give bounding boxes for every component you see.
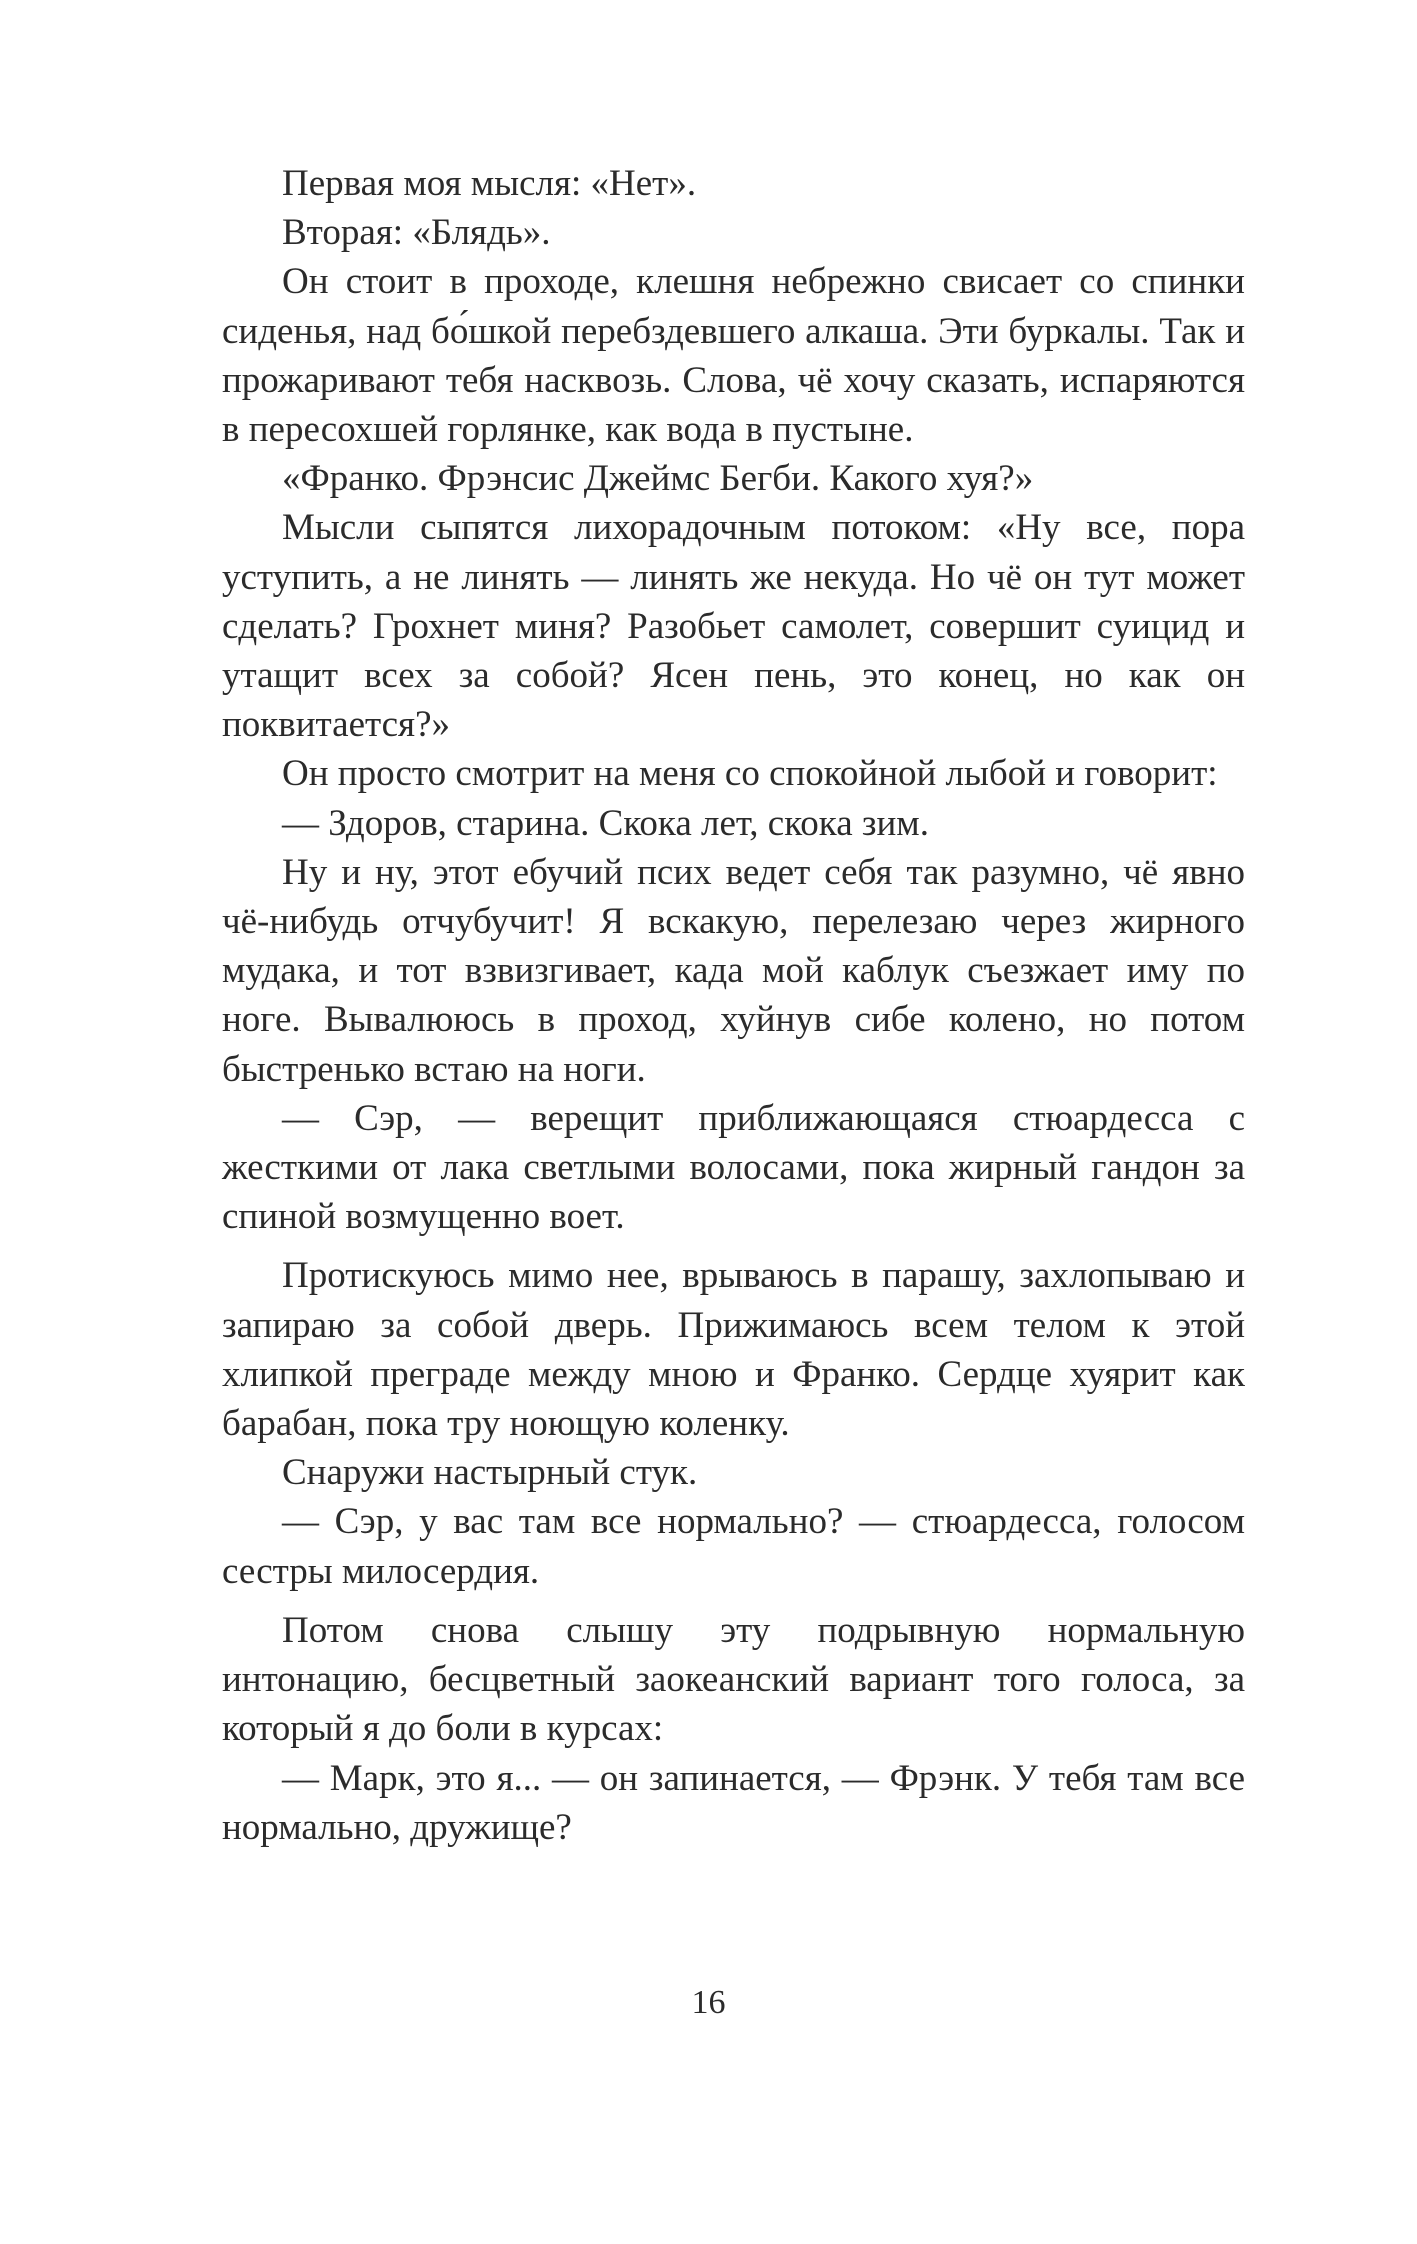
- page-number: 16: [691, 1984, 726, 2021]
- paragraph-14: — Марк, это я... — он запинается, — Фрэнк. У тебя там все нормально, дружище?: [222, 1757, 1245, 1848]
- paragraph-1: Первая моя мысля: «Нет».: [282, 163, 697, 204]
- paragraph-5: Мысли сыпятся лихорадочным потоком: «Ну все, пора уступить, а не линять — линять же некуда. Но чё он тут может сделать? Грохнет миня? Разобьет самолет, совершит суицид и утащит всех за собой? Ясен пень, это конец, но как он поквитается?»: [222, 507, 1245, 746]
- paragraph-12: — Сэр, у вас там все нормально? — стюардесса, голосом сестры милосердия.: [222, 1501, 1245, 1592]
- paragraph-4: «Франко. Фрэнсис Джеймс Бегби. Какого хуя?»: [282, 458, 1034, 500]
- paragraph-9: — Сэр, — верещит приближающаяся стюардесса с жесткими от лака светлыми волосами, пока жирный гандон за спиной возмущенно воет.: [222, 1097, 1245, 1238]
- paragraph-3: Он стоит в проходе, клешня небрежно свисает со спинки сиденья, над бо́шкой перебздевшего алкаша. Эти буркалы. Так и прожаривают тебя насквозь. Слова, чё хочу сказать, испаряются в пересохшей горлянке, как вода в пустыне.: [222, 261, 1245, 451]
- paragraph-7: — Здоров, старина. Скока лет, скока зим.: [282, 802, 929, 844]
- paragraph-2: Вторая: «Блядь».: [282, 212, 551, 254]
- paragraph-13: Потом снова слышу эту подрывную нормальную интонацию, бесцветный заокеанский вариант того голоса, за который я до боли в курсах:: [222, 1609, 1245, 1750]
- paragraph-10: Протискуюсь мимо нее, врываюсь в парашу, захлопываю и запираю за собой дверь. Прижимаюсь всем телом к этой хлипкой преграде между мною и Франко. Сердце хуярит как барабан, пока тру ноющую коленку.: [222, 1255, 1245, 1445]
- body-text: [222, 159, 1245, 1852]
- paragraph-6: Он просто смотрит на меня со спокойной лыбой и говорит:: [282, 753, 1218, 795]
- paragraph-8: Ну и ну, этот ебучий псих ведет себя так разумно, чё явно чё-нибудь отчубучит! Я вскакую, перелезаю через жирного мудака, и тот взвизгивает, када мой каблук съезжает иму по ноге. Вывалююсь в проход, хуйнув сибе колено, но потом быстренько встаю на ноги.: [222, 851, 1245, 1090]
- paragraph-11: Снаружи настырный стук.: [282, 1452, 698, 1494]
